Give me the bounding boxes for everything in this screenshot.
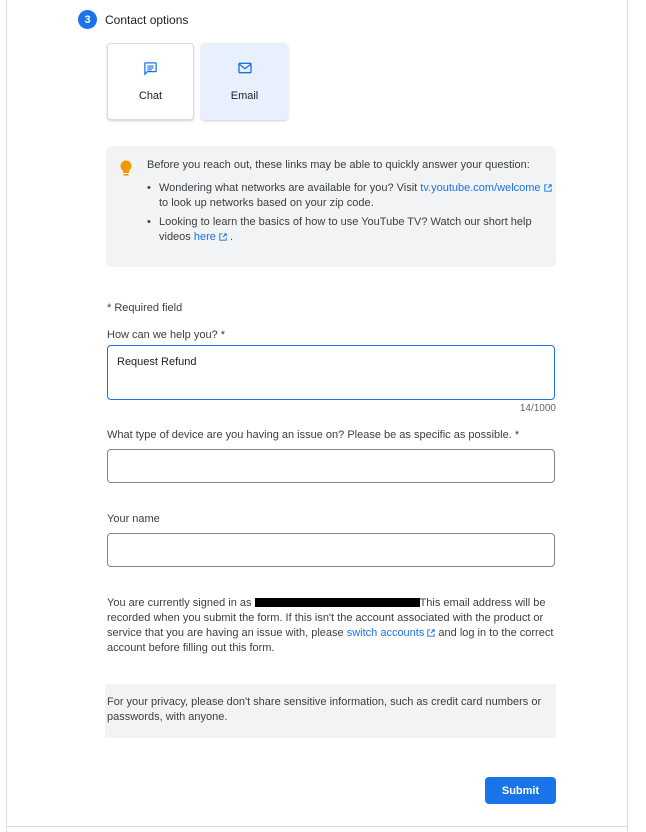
chat-option-label: Chat	[138, 90, 163, 102]
tv-youtube-welcome-link[interactable]: tv.youtube.com/welcome	[420, 182, 551, 194]
character-counter: 14/1000	[519, 403, 556, 414]
privacy-note: For your privacy, please don't share sensitive information, such as credit card numbers or passwords, with anyone.	[105, 684, 556, 738]
name-input[interactable]	[107, 533, 555, 567]
page-border-bottom	[6, 826, 628, 827]
tips-list	[147, 181, 557, 249]
name-field-label: Your name	[107, 513, 160, 525]
redacted-email	[255, 598, 420, 607]
switch-accounts-link[interactable]: switch accounts	[347, 627, 436, 639]
help-request-textarea[interactable]	[107, 345, 555, 400]
submit-button[interactable]: Submit	[485, 777, 556, 804]
email-option-label: Email	[230, 90, 259, 102]
tip-item-basics: • Looking to learn the basics of how to use YouTube TV? Watch our short help videos here .	[147, 215, 557, 245]
external-link-icon	[544, 184, 552, 192]
signed-in-notice: You are currently signed in as This email address will be recorded when you submit the form. If this isn't the account associated with the product or service that you are having an issue with, please switch accounts and log in to the correct account before filling out this form.	[107, 597, 554, 654]
mail-icon	[237, 60, 253, 76]
page-border-right	[627, 0, 628, 832]
tip-item-networks: • Wondering what networks are available for you? Visit tv.youtube.com/welcome to look up networks based on your zip code.	[147, 181, 557, 211]
lightbulb-icon	[120, 160, 132, 178]
page-border-left	[6, 0, 7, 832]
tips-intro-text: Before you reach out, these links may be able to quickly answer your question:	[147, 159, 530, 171]
chat-option-card[interactable]	[107, 43, 194, 120]
email-option-card[interactable]	[201, 43, 288, 120]
step-number-badge: 3	[78, 10, 97, 29]
help-tips-box	[106, 146, 556, 267]
help-videos-link[interactable]: here	[194, 231, 227, 243]
device-input[interactable]	[107, 449, 555, 483]
step-title: Contact options	[105, 13, 189, 27]
chat-icon	[143, 60, 159, 76]
help-field-label: How can we help you? *	[107, 329, 226, 341]
external-link-icon	[219, 233, 227, 241]
device-field-label: What type of device are you having an issue on? Please be as specific as possible. *	[107, 429, 520, 441]
required-field-note: * Required field	[107, 302, 183, 314]
